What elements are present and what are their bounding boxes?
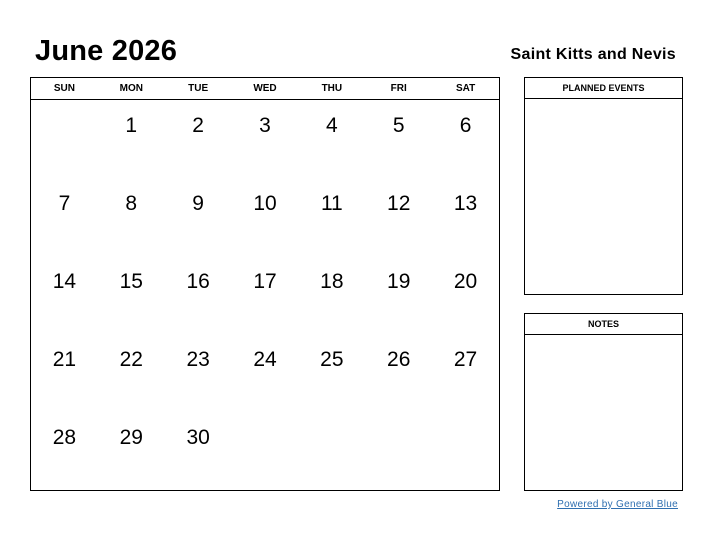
day-cell [298,412,365,490]
planned-events-label: PLANNED EVENTS [525,78,682,99]
page-title: June 2026 [35,35,178,67]
day-cell: 6 [459,114,472,137]
day-cell: 3 [259,114,271,137]
day-cell: 29 [119,426,143,449]
day-cell: 9 [192,192,204,215]
day-cell [31,100,98,178]
planned-events-box [524,77,683,295]
weekday-sat: SAT [455,83,476,94]
day-cell: 22 [119,348,143,371]
weekday-header-row [31,78,499,100]
weekday-wed: WED [253,83,277,94]
notes-box [524,313,683,491]
day-cell [432,412,499,490]
weekday-fri: FRI [390,83,407,94]
day-cell: 24 [253,348,277,371]
day-cell: 18 [320,270,344,293]
day-cell: 14 [52,270,77,293]
day-cell: 19 [387,270,411,293]
day-cell [232,412,299,490]
day-cell: 27 [453,348,478,371]
day-cell: 8 [125,192,138,215]
calendar-grid [30,77,500,491]
day-cell: 17 [253,270,277,293]
day-grid [31,100,499,490]
day-cell: 10 [253,192,277,215]
day-cell: 1 [125,114,138,137]
powered-by-link[interactable]: Powered by General Blue [557,499,678,510]
weekday-thu: THU [321,83,343,94]
day-cell: 25 [320,348,344,371]
day-cell: 15 [119,270,143,293]
day-cell: 5 [392,114,405,137]
day-cell: 21 [52,348,77,371]
weekday-sun: SUN [53,83,75,94]
day-cell: 30 [186,426,210,449]
weekday-tue: TUE [188,83,209,94]
day-cell [365,412,432,490]
day-cell: 13 [453,192,478,215]
day-cell: 12 [387,192,411,215]
day-cell: 26 [387,348,411,371]
day-cell: 2 [192,114,204,137]
day-cell: 4 [326,114,338,137]
weekday-mon: MON [119,83,143,94]
day-cell: 11 [320,192,343,215]
day-cell: 16 [186,270,210,293]
country-name: Saint Kitts and Nevis [510,46,676,63]
notes-label: NOTES [525,314,682,335]
day-cell: 20 [453,270,478,293]
day-cell: 28 [52,426,77,449]
day-cell: 7 [58,192,71,215]
day-cell: 23 [186,348,210,371]
